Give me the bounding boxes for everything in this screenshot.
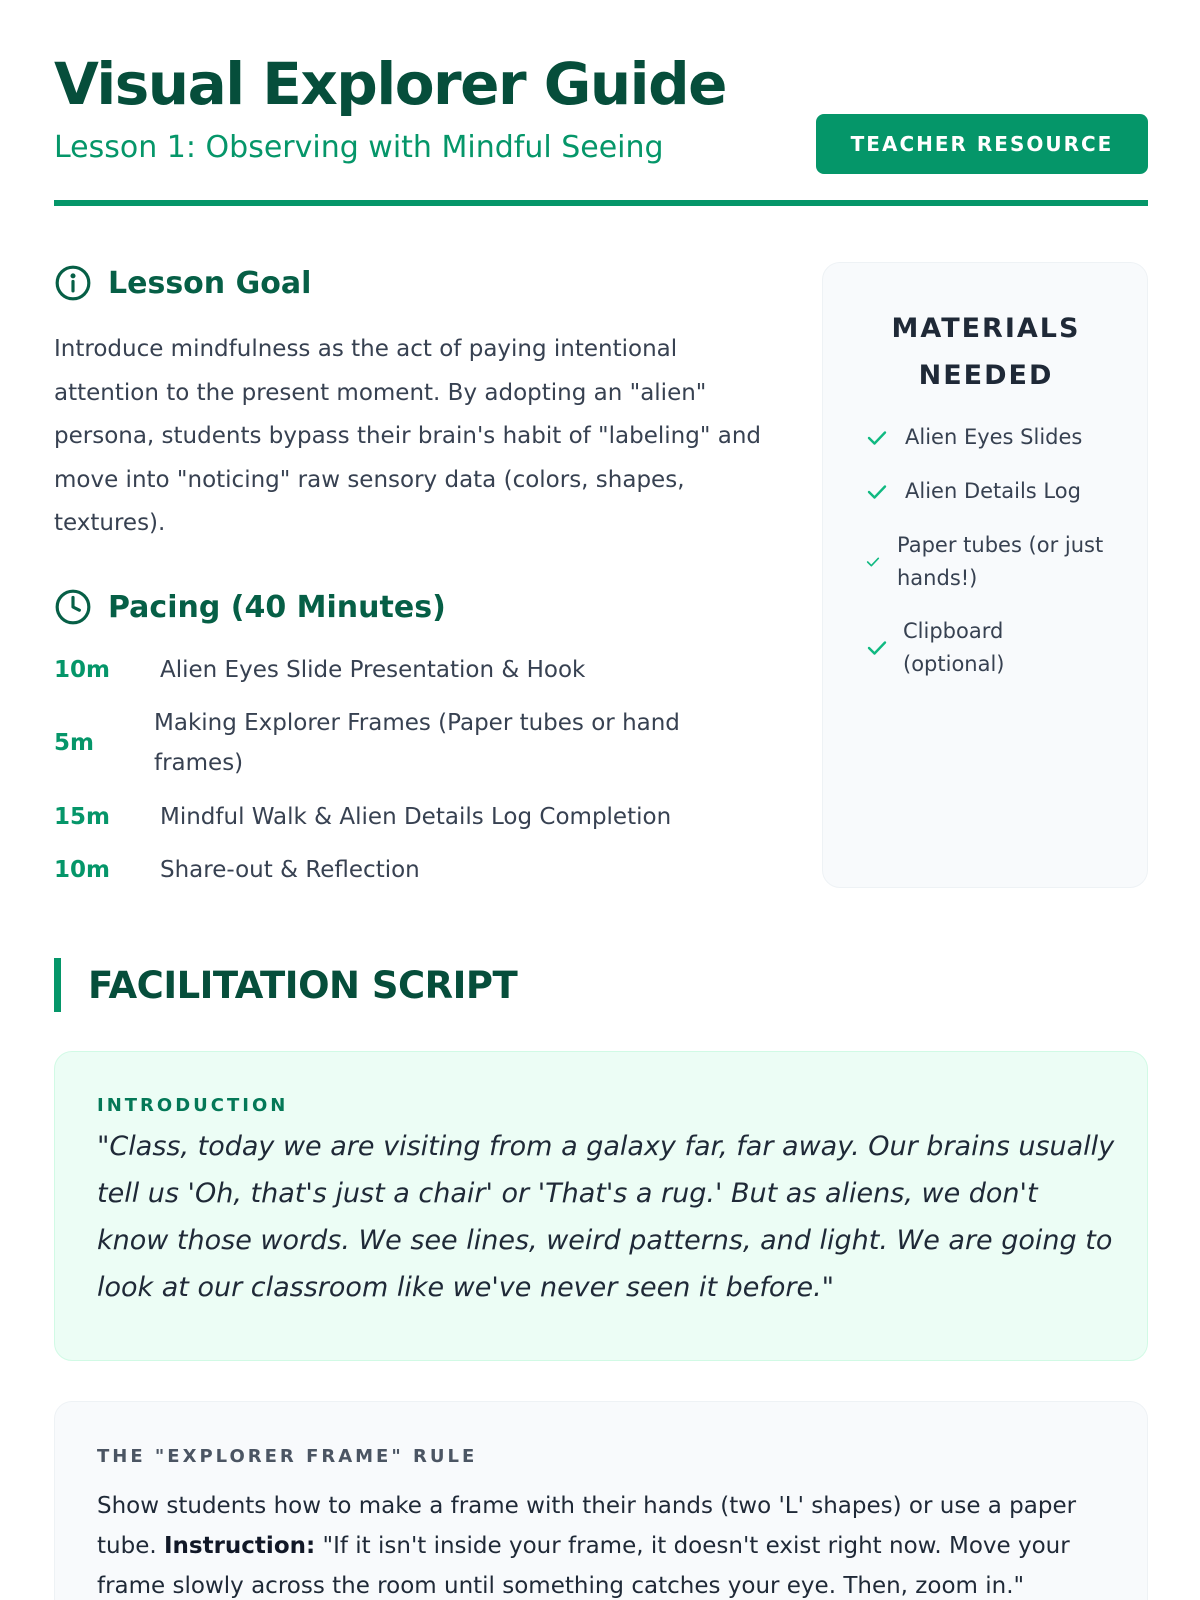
introduction-box [54,1051,1148,1361]
pacing-time: 10m [54,857,110,883]
pacing-row [54,797,774,837]
material-item [865,475,1125,508]
pacing-row [54,703,774,783]
material-label: Alien Eyes Slides [905,425,1083,449]
pacing-row [54,850,774,890]
pacing-time: 5m [54,730,94,756]
lesson-goal-label: Lesson Goal [108,265,312,301]
material-label: Clipboard (optional) [903,619,1005,676]
clock-icon [54,588,92,626]
explorer-frame-rule-box [54,1401,1148,1600]
materials-panel [822,262,1148,888]
instruction-label: Instruction: [163,1533,316,1559]
info-circle-icon [54,264,92,302]
pacing-desc: Share-out & Reflection [160,857,420,883]
check-icon [865,636,889,660]
lesson-goal-text: Introduce mindfulness as the act of paying intentional attention to the present moment. By adopting an "alien" persona, students bypass their brain's habit of "labeling" and move into "noticing" raw sensory data (colors, shapes, textures). [54,336,761,536]
material-item [865,529,1125,595]
check-icon [865,426,889,450]
lesson-subtitle: Lesson 1: Observing with Mindful Seeing [54,130,664,165]
material-label: Paper tubes (or just hands!) [897,533,1104,590]
check-icon [865,480,889,504]
material-label: Alien Details Log [905,479,1081,503]
introduction-quote: "Class, today we are visiting from a galaxy far, far away. Our brains usually tell us 'Oh, that's just a chair' or 'That's a rug.' But as aliens, we don't know those words. We see lines, weird patterns, and light. We are going to look at our classroom like we've never seen it before." [97,1131,1115,1303]
pacing-time: 15m [54,804,110,830]
page-title: Visual Explorer Guide [54,50,726,118]
pacing-time: 10m [54,657,110,683]
material-item [865,421,1125,454]
lesson-guide-page [54,0,1148,1600]
check-icon [865,554,881,570]
material-item [865,615,1125,681]
materials-title: MATERIALS NEEDED [891,313,1081,391]
pacing-desc: Mindful Walk & Alien Details Log Completion [160,804,672,830]
pacing-label: Pacing (40 Minutes) [108,589,446,625]
introduction-label: INTRODUCTION [97,1095,289,1116]
explorer-frame-rule-label: THE "EXPLORER FRAME" RULE [97,1446,478,1467]
lesson-goal-heading [54,263,311,303]
pacing-heading [54,587,446,627]
pacing-row [54,650,774,690]
pacing-desc: Alien Eyes Slide Presentation & Hook [160,657,586,683]
header-divider [54,200,1148,206]
facilitation-script-heading: FACILITATION SCRIPT [54,958,517,1012]
teacher-resource-badge: TEACHER RESOURCE [816,114,1148,174]
explorer-frame-rule-text: Show students how to make a frame with their hands (two 'L' shapes) or use a paper tube. Instruction: "If it isn't inside your frame, it doesn't exist right now. Move your frame slowly across the room until something catches your eye. Then, zoom in." [97,1493,1077,1599]
pacing-desc: Making Explorer Frames (Paper tubes or hand frames) [154,710,680,776]
